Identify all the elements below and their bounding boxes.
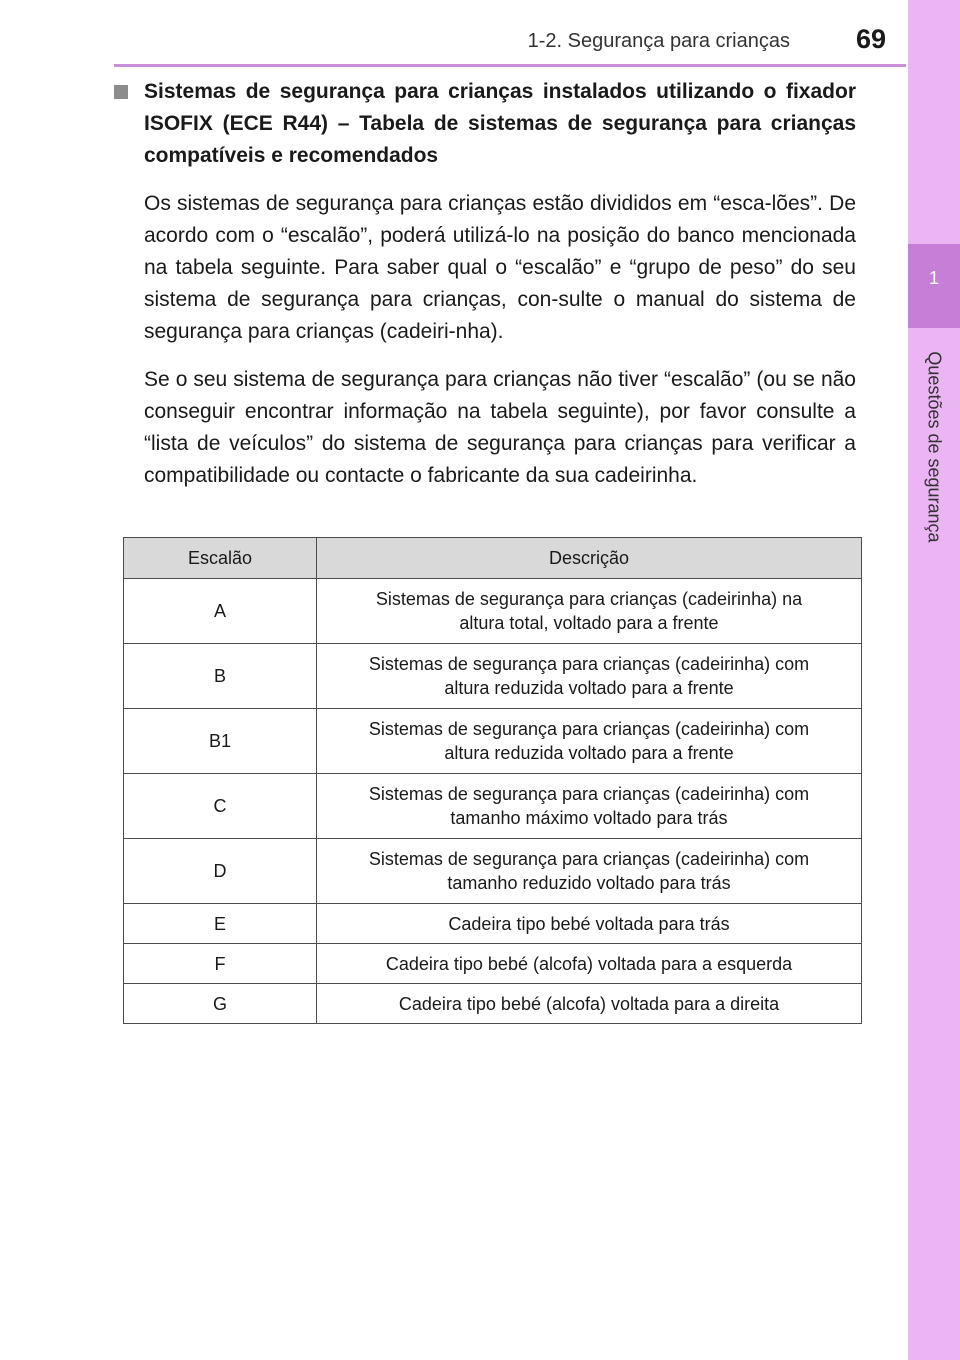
section-heading [112,76,856,172]
description-cell [317,839,862,904]
description-cell [317,709,862,774]
table-row [124,904,862,944]
table-row [124,774,862,839]
description-line: Sistemas de segurança para crianças (cadeirinha) com [368,784,810,804]
levels-table [123,537,862,1024]
chapter-number: 1 [928,268,939,288]
description-line: Sistemas de segurança para crianças (cadeirinha) na [375,589,803,609]
table-header-row [124,538,862,579]
table-row [124,709,862,774]
table-row [124,579,862,644]
description-cell [317,579,862,644]
description-cell [317,644,862,709]
square-bullet-icon [114,85,128,99]
description-line: altura total, voltado para a frente [459,613,719,633]
level-cell: G [124,984,317,1024]
description-cell: Cadeira tipo bebé (alcofa) voltada para a esquerda [317,944,862,984]
level-cell: B [124,644,317,709]
table-row [124,984,862,1024]
description-cell: Cadeira tipo bebé (alcofa) voltada para a direita [317,984,862,1024]
description-line: altura reduzida voltado para a frente [444,743,734,763]
level-cell: E [124,904,317,944]
paragraph: Os sistemas de segurança para crianças estão divididos em “esca-lões”. De acordo com o “escalão”, poderá utilizá-lo na posição do banco mencionada na tabela seguinte. Para saber qual o “escalão” e “grupo de peso” do seu sistema de segurança para crianças, con-sulte o manual do sistema de segurança para crianças (cadeiri-nha). [144,192,856,343]
description-line: altura reduzida voltado para a frente [444,678,734,698]
main-content [112,76,856,492]
description-line: tamanho reduzido voltado para trás [447,873,731,893]
level-cell: F [124,944,317,984]
description-line: tamanho máximo voltado para trás [450,808,728,828]
page-header [0,0,906,64]
table-row [124,944,862,984]
description-line: Sistemas de segurança para crianças (cadeirinha) com [368,654,810,674]
header-divider [114,64,906,67]
description-cell: Cadeira tipo bebé voltada para trás [317,904,862,944]
paragraph: Se o seu sistema de segurança para crianças não tiver “escalão” (ou se não conseguir encontrar informação na tabela seguinte), por favor consulte a “lista de veículos” do sistema de segurança para crianças para verificar a compatibilidade ou contacte o fabricante da sua cadeirinha. [144,368,856,487]
description-line: Sistemas de segurança para crianças (cadeirinha) com [368,849,810,869]
column-header-level: Escalão [124,538,317,579]
level-cell: B1 [124,709,317,774]
level-cell: A [124,579,317,644]
section-heading-text: Sistemas de segurança para crianças instalados utilizando o fixador ISOFIX (ECE R44) – Tabela de sistemas de segurança para crianças compatíveis e recomendados [144,80,856,167]
level-cell: D [124,839,317,904]
description-line: Sistemas de segurança para crianças (cadeirinha) com [368,719,810,739]
page-number: 69 [855,24,886,54]
table-row [124,644,862,709]
table-row [124,839,862,904]
level-cell: C [124,774,317,839]
column-header-description: Descrição [317,538,862,579]
section-title: 1-2. Segurança para crianças [527,30,790,52]
description-cell [317,774,862,839]
chapter-label: Questões de segurança [924,351,945,543]
chapter-side-tab [908,0,960,1360]
